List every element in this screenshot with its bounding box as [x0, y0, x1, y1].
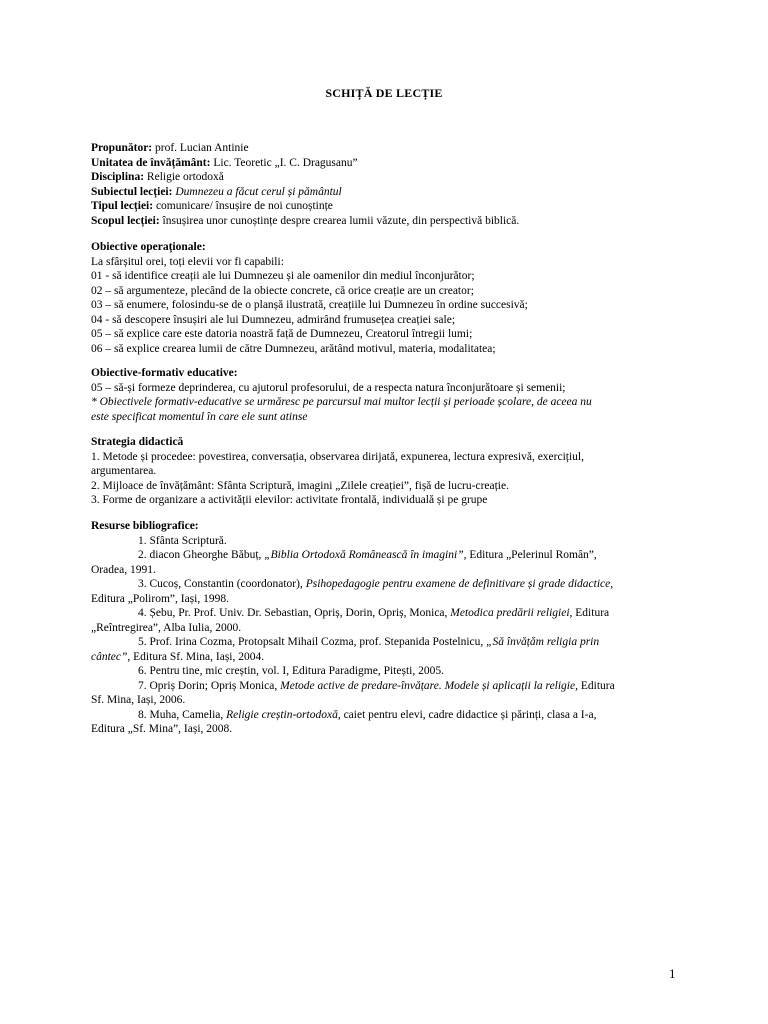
bibliography-text: 5. Prof. Irina Cozma, Protopsalt Mihail Cozma, prof. Stepanida Postelnicu,: [138, 636, 484, 648]
bibliography-section: [91, 519, 691, 737]
bibliography-heading: Resurse bibliografice:: [91, 520, 199, 532]
scopul-line: [91, 214, 691, 229]
objectives-formative-section: [91, 366, 691, 424]
bibliography-title: Metode active de predare-învățare. Modele și aplicații la religie,: [277, 679, 578, 692]
tipul-label: Tipul lecției:: [91, 200, 154, 212]
formative-item: 05 – să-și formeze deprinderea, cu ajutorul profesorului, de a respecta natura înconjurătoare și semenii;: [91, 381, 566, 394]
objective-item: 02 – să argumenteze, plecând de la obiecte concrete, că orice creație are un creator;: [91, 284, 474, 297]
subiectul-label: Subiectul lecției:: [91, 185, 173, 198]
bibliography-text: Editura: [572, 607, 610, 619]
objective-item: 03 – să enumere, folosindu-se de o planșă ilustrată, creațiile lui Dumnezeu în ordine succesivă;: [91, 299, 528, 311]
bibliography-continuation: [91, 650, 691, 665]
page-title: SCHIȚĂ DE LECȚIE: [325, 86, 443, 100]
unitatea-label: Unitatea de învățământ:: [91, 156, 211, 169]
bibliography-text: 8. Muha, Camelia,: [138, 708, 224, 721]
bibliography-continuation: Editura „Polirom”, Iași, 1998.: [91, 592, 229, 605]
objective-item: 01 - să identifice creații ale lui Dumnezeu și ale oamenilor din mediul înconjurător;: [91, 270, 475, 282]
propunator-value: prof. Lucian Antinie: [155, 142, 249, 154]
objectives-operational-section: [91, 240, 691, 356]
unitatea-line: [91, 156, 691, 171]
bibliography-text: 7. Opriș Dorin; Opriș Monica,: [138, 679, 278, 692]
strategy-heading: Strategia didactică: [91, 436, 184, 448]
page-number: 1: [669, 966, 676, 981]
bibliography-continuation: „Reîntregirea”, Alba Iulia, 2000.: [91, 621, 242, 634]
bibliography-text: 4. Șebu, Pr. Prof. Univ. Dr. Sebastian, Opriș, Dorin, Opriș, Monica,: [138, 607, 448, 619]
bibliography-text: Editura: [577, 679, 615, 692]
bibliography-text: , Editura Sf. Mina, Iași, 2004.: [127, 650, 265, 663]
bibliography-text: 3. Cucoș, Constantin (coordonator),: [138, 578, 303, 590]
bibliography-item: [91, 679, 691, 694]
bibliography-title: Psihopedagogie pentru examene de definitivare și grade didactice,: [302, 578, 614, 590]
propunator-label: Propunător:: [91, 142, 153, 154]
strategy-item: 2. Mijloace de învățământ: Sfânta Scriptură, imagini „Zilele creației”, fișă de lucru-creație.: [91, 479, 509, 492]
bibliography-continuation: Editura „Sf. Mina”, Iași, 2008.: [91, 723, 233, 735]
disciplina-value: Religie ortodoxă: [146, 171, 224, 183]
bibliography-title: cântec”: [91, 650, 128, 663]
scopul-value: însușirea unor cunoștințe despre crearea lumii văzute, din perspectivă biblică.: [162, 214, 520, 227]
bibliography-item: [91, 606, 691, 621]
bibliography-continuation: Sf. Mina, Iași, 2006.: [91, 694, 186, 706]
bibliography-text: caiet pentru elevi, cadre didactice și părinți, clasa a I-a,: [340, 708, 597, 721]
bibliography-item: [91, 577, 691, 592]
bibliography-title: „Să învățăm religia prin: [483, 636, 600, 648]
strategy-item: argumentarea.: [91, 465, 157, 477]
objective-item: 04 - să descopere însușiri ale lui Dumnezeu, admirând frumusețea creației sale;: [91, 313, 456, 326]
unitatea-value: Lic. Teoretic „I. C. Dragusanu”: [213, 156, 358, 169]
objectives-operational-heading: Obiective operaționale:: [91, 241, 206, 253]
objective-item: 05 – să explice care este datoria noastră față de Dumnezeu, Creatorul întregii lumi;: [91, 328, 473, 340]
strategy-item: 1. Metode și procedee: povestirea, conversația, observarea dirijată, expunerea, lectura expresivă, exercițiul,: [91, 450, 584, 463]
tipul-value: comunicare/ însușire de noi cunoștințe: [155, 200, 333, 212]
bibliography-continuation: Oradea, 1991.: [91, 563, 156, 576]
bibliography-item: [91, 548, 691, 563]
bibliography-text: , Editura „Pelerinul Român”,: [463, 549, 597, 561]
bibliography-item: 1. Sfânta Scriptură.: [138, 534, 227, 547]
tipul-line: [91, 199, 691, 214]
subiectul-value: Dumnezeu a făcut cerul și pământul: [175, 185, 342, 198]
bibliography-item: [91, 635, 691, 650]
bibliography-item: [91, 708, 691, 723]
bibliography-title: „Biblia Ortodoxă Românească în imagini”: [261, 549, 464, 561]
bibliography-title: Religie creștin-ortodoxă,: [223, 708, 341, 721]
subiectul-line: [91, 185, 691, 200]
disciplina-label: Disciplina:: [91, 171, 145, 183]
objective-item: 06 – să explice crearea lumii de către Dumnezeu, arătând motivul, materia, modalitatea;: [91, 342, 496, 355]
lesson-header: [91, 141, 691, 228]
bibliography-title: Metodica predării religiei,: [447, 607, 573, 619]
objectives-intro: La sfârșitul orei, toți elevii vor fi capabili:: [91, 255, 284, 268]
propunator-line: [91, 141, 691, 156]
bibliography-text: 2. diacon Gheorghe Băbuț,: [138, 549, 262, 561]
formative-note: este specificat momentul în care ele sunt atinse: [91, 410, 308, 423]
objectives-formative-heading: Obiective-formativ educative:: [91, 367, 238, 379]
strategy-section: [91, 435, 691, 508]
bibliography-item: 6. Pentru tine, mic creștin, vol. I, Editura Paradigme, Pitești, 2005.: [138, 665, 444, 677]
disciplina-line: [91, 170, 691, 185]
scopul-label: Scopul lecției:: [91, 214, 160, 227]
formative-note: * Obiectivele formativ-educative se urmăresc pe parcursul mai multor lecții și perioade școlare, de aceea nu: [91, 396, 592, 408]
strategy-item: 3. Forme de organizare a activității elevilor: activitate frontală, individuală și pe grupe: [91, 494, 488, 506]
